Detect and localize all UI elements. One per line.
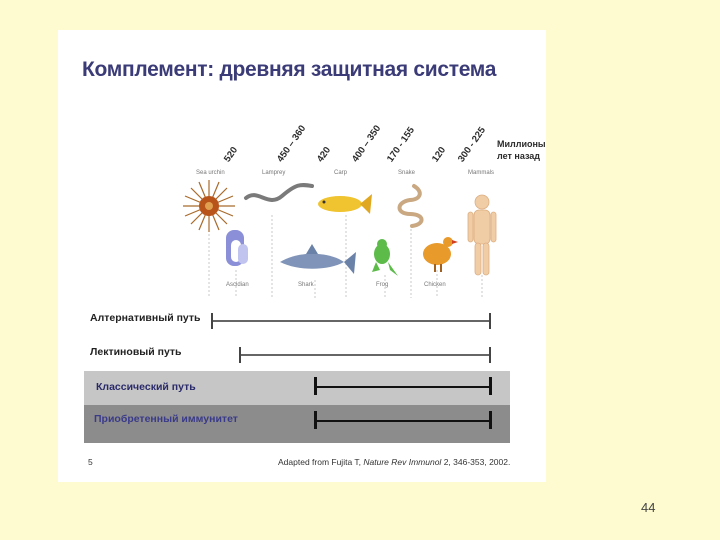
figure-number: 5 bbox=[88, 457, 93, 467]
snake-icon bbox=[400, 186, 422, 226]
pathway-bar-classical-start bbox=[314, 377, 317, 395]
citation-journal: Nature Rev Immunol bbox=[363, 457, 442, 467]
chicken-icon bbox=[423, 237, 458, 272]
organism-label-chicken: Chicken bbox=[424, 282, 446, 288]
ascidian-icon bbox=[226, 230, 248, 266]
citation-suffix: 2, 346-353, 2002. bbox=[443, 457, 511, 467]
citation-prefix: Adapted from Fujita T, bbox=[278, 457, 361, 467]
organism-label-snake: Snake bbox=[398, 170, 416, 176]
timeline-unit-label: Миллионы лет назад bbox=[497, 139, 546, 161]
human-icon bbox=[468, 195, 496, 275]
lamprey-icon bbox=[246, 185, 312, 200]
pathway-bar-adaptive-start bbox=[314, 411, 317, 429]
organism-label-sea-urchin: Sea urchin bbox=[196, 170, 225, 176]
pathway-label-classical: Классический путь bbox=[96, 381, 196, 393]
organism-label-lamprey: Lamprey bbox=[262, 170, 286, 176]
page-title: Комплемент: древняя защитная система bbox=[82, 58, 497, 81]
pathway-bar-alternative-end bbox=[489, 313, 491, 329]
time-label-lamprey: 450 – 360 bbox=[275, 123, 309, 165]
pathway-bar-alternative bbox=[211, 320, 490, 322]
pathway-bar-lectin bbox=[239, 354, 490, 356]
time-label-ascidian: 420 bbox=[315, 145, 334, 165]
pathway-bar-alternative-start bbox=[211, 313, 213, 329]
pathway-bar-lectin-end bbox=[489, 347, 491, 363]
sea-urchin-icon bbox=[183, 180, 235, 232]
pathway-bar-lectin-start bbox=[239, 347, 241, 363]
citation bbox=[278, 457, 510, 467]
time-label-mammals: 300 - 225 bbox=[456, 125, 489, 165]
pathway-bar-classical bbox=[315, 386, 490, 388]
shark-icon bbox=[280, 244, 356, 274]
pathway-bar-classical-end bbox=[489, 377, 492, 395]
pathway-bar-adaptive bbox=[315, 420, 490, 422]
pathway-bar-adaptive-end bbox=[489, 411, 492, 429]
pathway-label-adaptive: Приобретенный иммунитет bbox=[94, 413, 238, 425]
page-number: 44 bbox=[641, 500, 656, 515]
pathway-label-alternative: Алтернативный путь bbox=[90, 312, 201, 324]
frog-icon bbox=[372, 239, 398, 276]
organism-label-ascidian: Ascidian bbox=[226, 282, 249, 288]
pathway-label-lectin: Лектиновый путь bbox=[90, 346, 182, 358]
time-label-chicken: 120 bbox=[430, 145, 449, 165]
organism-label-mammals: Mammals bbox=[468, 170, 495, 176]
carp-icon bbox=[318, 194, 372, 214]
time-label-snake: 170 - 155 bbox=[385, 125, 418, 165]
organism-label-shark: Shark bbox=[298, 282, 314, 288]
time-label-carp: 400 – 350 bbox=[350, 123, 384, 165]
time-label-sea-urchin: 520 bbox=[222, 145, 241, 165]
organism-label-frog: Frog bbox=[376, 282, 389, 288]
organism-label-carp: Carp bbox=[334, 170, 348, 176]
